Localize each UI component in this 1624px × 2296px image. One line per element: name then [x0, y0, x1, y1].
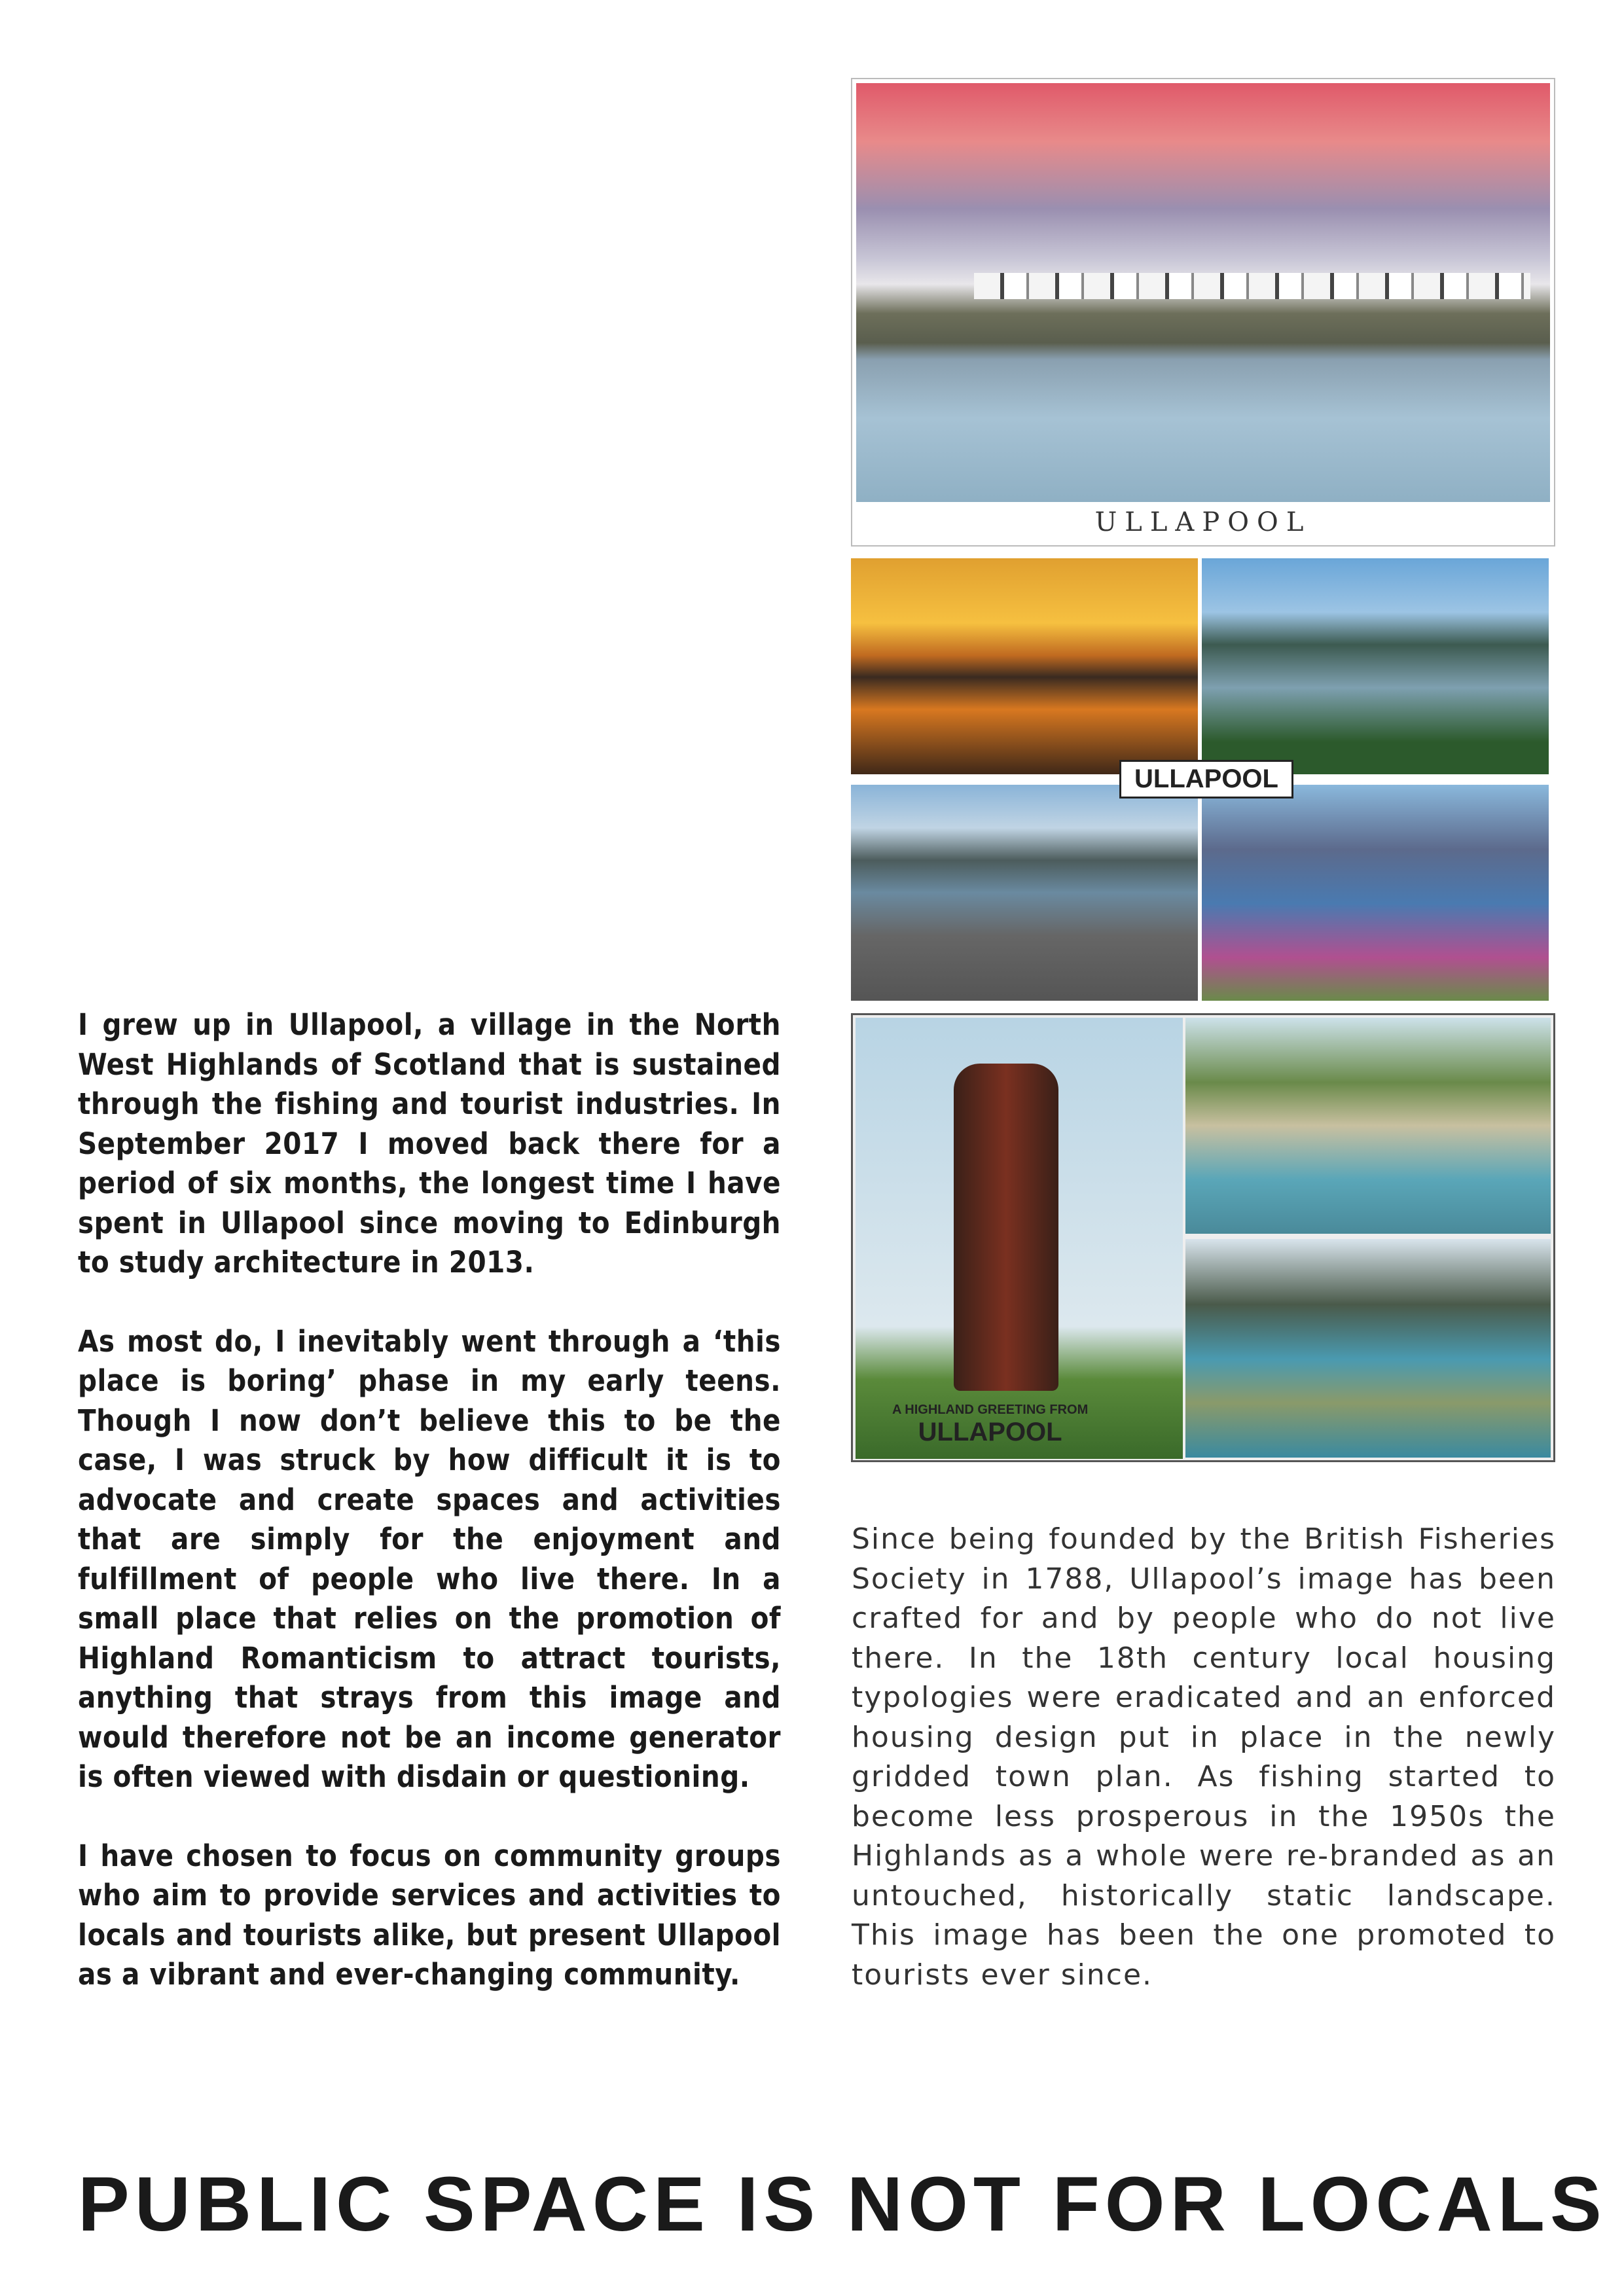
village-photo: [1185, 1018, 1551, 1234]
postcard-ullapool-harbour: [851, 78, 1555, 547]
houses-row: [974, 273, 1530, 299]
heather-photo: [1202, 785, 1549, 1001]
piper-figure: [954, 1064, 1058, 1391]
sunset-photo: [851, 558, 1198, 774]
paragraph: As most do, I inevitably went through a ‘this place is boring’ phase in my early teens. Though I now don’t believe this to be the case, I was struck by how difficult it is to advocate and create spaces and activities that are simply for the enjoyment and fulfillment of people who live there. In a small place that relies on the promotion of Highland Romanticism to attract tourists, anything that strays from this image and would therefore not be an income generator is often viewed with disdain or questioning.: [78, 1323, 781, 1794]
postcard-highland-greeting: [851, 1013, 1555, 1462]
postcard-ullapool-multiview: [851, 558, 1555, 1005]
paragraph: I grew up in Ullapool, a village in the North West Highlands of Scotland that is sustained through the fishing and tourist industries. In September 2017 I moved back there for a period of six months, the longest time I have spent in Ullapool since moving to Edinburgh to study architecture in 2013.: [78, 1007, 781, 1280]
postcard-caption: ULLAPOOL: [918, 1418, 1062, 1446]
piper-photo: [856, 1018, 1183, 1459]
paragraph: Since being founded by the British Fisheries Society in 1788, Ullapool’s image has been crafted for and by people who do not live there. In the 18th century local housing typologies were eradicated and an enforced housing design put in place in the newly gridded town plan. As fishing started to become less prosperous in the 1950s the Highlands as a whole were re-branded as an untouched, historically static landscape. This image has been the one promoted to tourists ever since.: [852, 1522, 1556, 1992]
postcard-caption: ULLAPOOL: [1119, 760, 1293, 798]
right-text-column: [852, 1520, 1556, 2034]
greeting-text: A HIGHLAND GREETING FROM: [892, 1403, 1089, 1417]
bay-photo: [1185, 1239, 1551, 1458]
street-photo: [851, 785, 1198, 1001]
page-title: PUBLIC SPACE IS NOT FOR LOCALS: [78, 2161, 1607, 2248]
paragraph: I have chosen to focus on community groups who aim to provide services and activities to locals and tourists alike, but present Ullapool as a vibrant and ever-changing community.: [78, 1838, 781, 1992]
loch-photo: [1202, 558, 1549, 774]
postcard-label: [892, 1403, 1088, 1447]
postcard-caption: ULLAPOOL: [1094, 507, 1312, 537]
harbour-photo: [856, 83, 1550, 502]
left-text-column: [78, 1005, 781, 2034]
